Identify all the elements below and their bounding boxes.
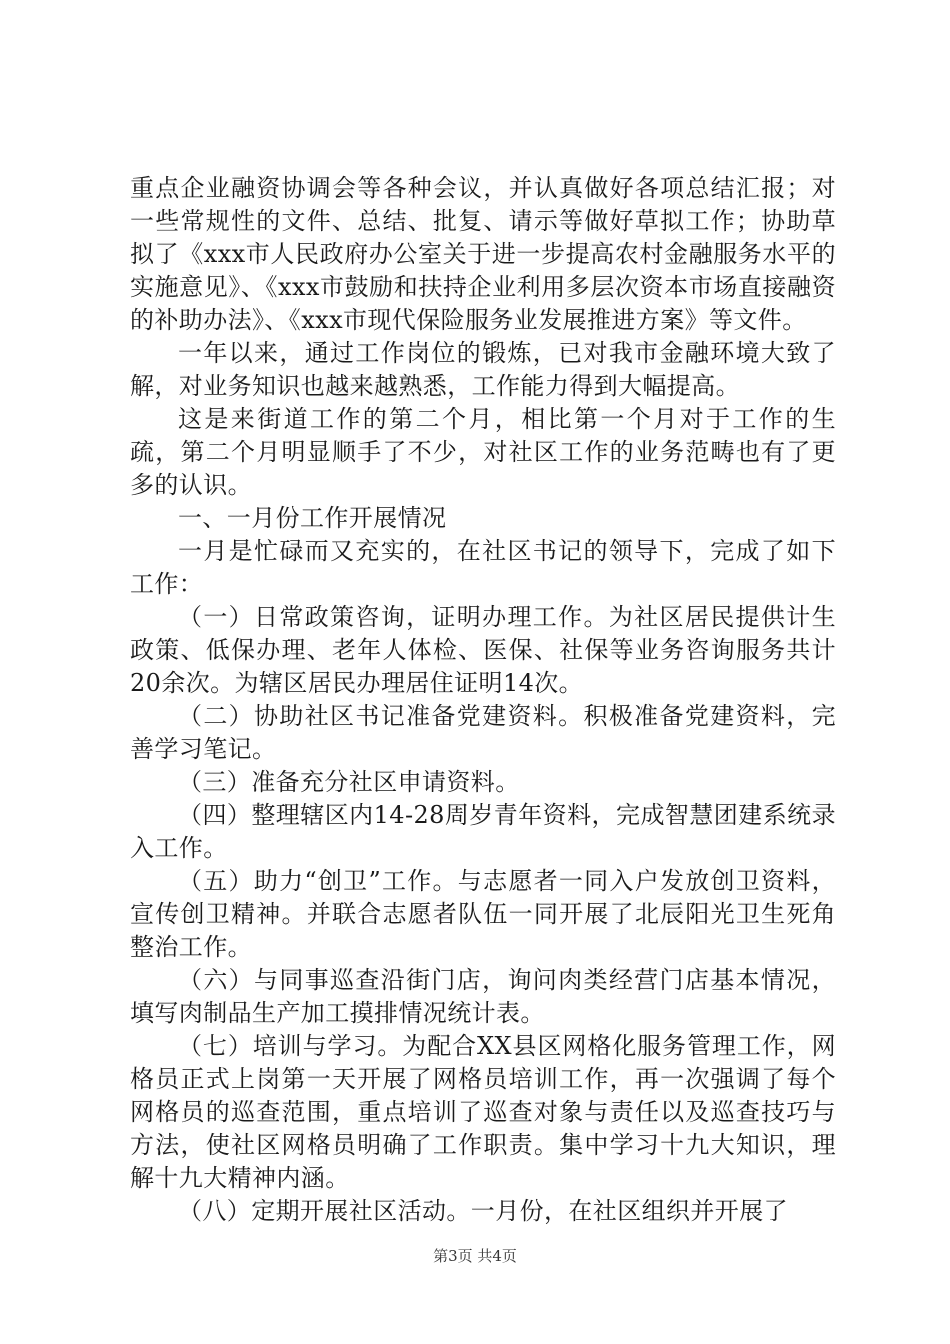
list-item-2: （二）协助社区书记准备党建资料。积极准备党建资料，完善学习笔记。 (130, 702, 836, 763)
paragraph-3: 这是来街道工作的第二个月，相比第一个月对于工作的生疏，第二个月明显顺手了不少，对社区工作的业务范畴也有了更多的认识。 (130, 405, 836, 499)
list-item-8: （八）定期开展社区活动。一月份，在社区组织并开展了 (178, 1197, 788, 1225)
section-heading: 一、一月份工作开展情况 (178, 504, 447, 532)
list-item-7: （七）培训与学习。为配合XX县区网格化服务管理工作，网格员正式上岗第一天开展了网格员培训工作，再一次强调了每个网格员的巡查范围，重点培训了巡查对象与责任以及巡查技巧与方法，使社区网格员明确了工作职责。集中学习十九大知识，理解十九大精神内涵。 (130, 1032, 836, 1192)
list-item-6: （六）与同事巡查沿街门店，询问肉类经营门店基本情况，填写肉制品生产加工摸排情况统计表。 (130, 966, 836, 1027)
paragraph-5: 一月是忙碌而又充实的，在社区书记的领导下，完成了如下工作： (130, 537, 836, 598)
document-body (130, 172, 836, 1228)
list-item-1: （一）日常政策咨询，证明办理工作。为社区居民提供计生政策、低保办理、老年人体检、医保、社保等业务咨询服务共计20余次。为辖区居民办理居住证明14次。 (130, 603, 836, 697)
list-item-3: （三）准备充分社区申请资料。 (178, 768, 520, 796)
paragraph-2: 一年以来，通过工作岗位的锻炼，已对我市金融环境大致了解，对业务知识也越来越熟悉，工作能力得到大幅提高。 (130, 339, 836, 400)
list-item-4: （四）整理辖区内14-28周岁青年资料，完成智慧团建系统录入工作。 (130, 801, 836, 862)
paragraph-1: 重点企业融资协调会等各种会议，并认真做好各项总结汇报；对一些常规性的文件、总结、批复、请示等做好草拟工作；协助草拟了《xxx市人民政府办公室关于进一步提高农村金融服务水平的实施意见》、《xxx市鼓励和扶持企业利用多层次资本市场直接融资的补助办法》、《xxx市现代保险服务业发展推进方案》等文件。 (130, 174, 836, 334)
list-item-5: （五）助力“创卫”工作。与志愿者一同入户发放创卫资料，宣传创卫精神。并联合志愿者队伍一同开展了北辰阳光卫生死角整治工作。 (130, 867, 836, 961)
page-number-footer: 第3页 共4页 (433, 1247, 517, 1265)
